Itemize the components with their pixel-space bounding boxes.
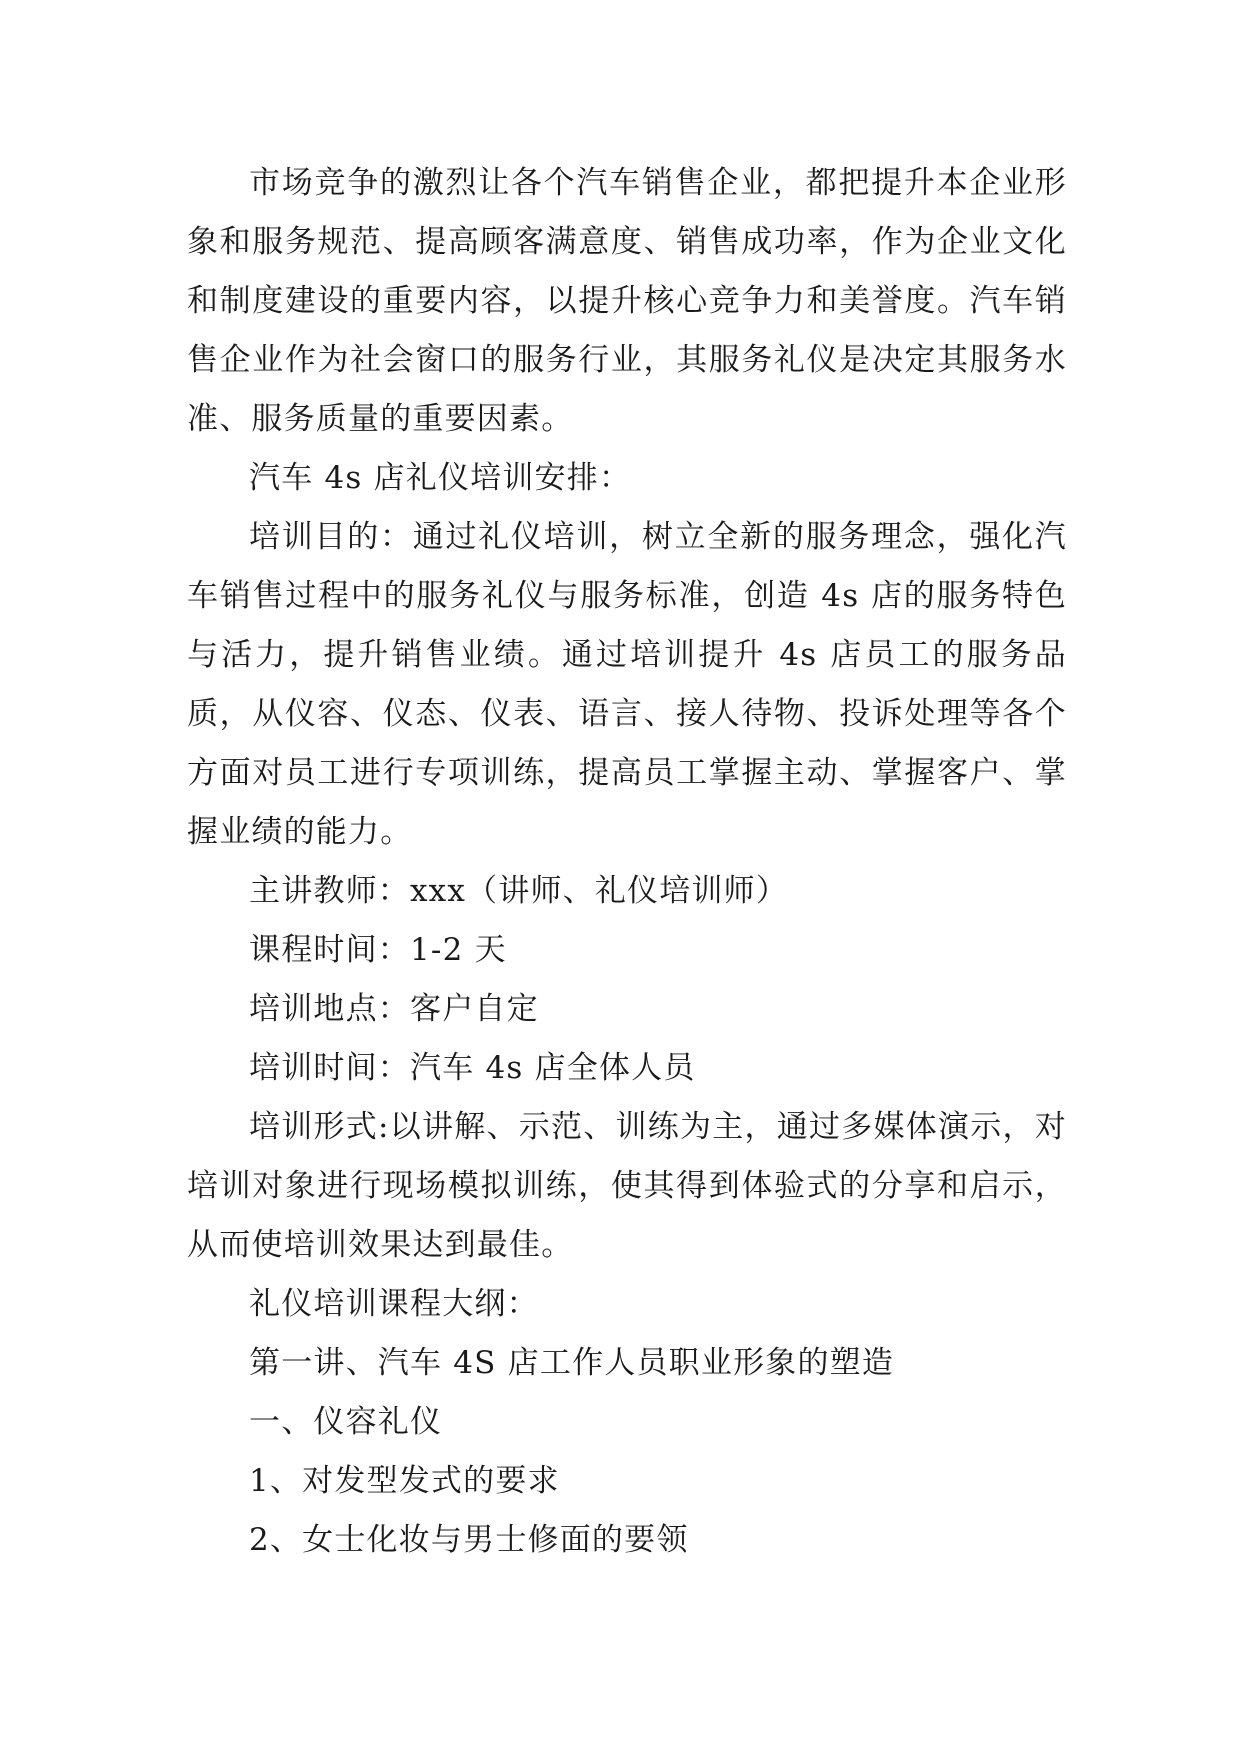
paragraph-section-one: 一、仪容礼仪	[249, 1404, 443, 1440]
paragraph-item-two: 2、女士化妆与男士修面的要领	[249, 1522, 689, 1558]
paragraph-course-duration: 课程时间：1-2 天	[249, 932, 507, 968]
paragraph-lecture-one: 第一讲、汽车 4S 店工作人员职业形象的塑造	[249, 1345, 895, 1381]
document-body	[187, 154, 1067, 1570]
paragraph-training-purpose: 培训目的：通过礼仪培训，树立全新的服务理念，强化汽车销售过程中的服务礼仪与服务标准，创造 4s 店的服务特色与活力，提升销售业绩。通过培训提升 4s 店员工的服务品质，从仪容、仪态、仪表、语言、接人待物、投诉处理等各个方面对员工进行专项训练，提高员工掌握主动、掌握客户、掌握业绩的能力。	[187, 519, 1067, 850]
paragraph-training-format: 培训形式:以讲解、示范、训练为主，通过多媒体演示，对培训对象进行现场模拟训练，使其得到体验式的分享和启示，从而使培训效果达到最佳。	[187, 1109, 1067, 1263]
paragraph-intro: 市场竞争的激烈让各个汽车销售企业，都把提升本企业形象和服务规范、提高顾客满意度、销售成功率，作为企业文化和制度建设的重要内容，以提升核心竞争力和美誉度。汽车销售企业作为社会窗口的服务行业，其服务礼仪是决定其服务水准、服务质量的重要因素。	[187, 165, 1067, 437]
paragraph-instructor: 主讲教师：xxx（讲师、礼仪培训师）	[249, 873, 789, 909]
paragraph-item-one: 1、对发型发式的要求	[249, 1463, 560, 1499]
paragraph-training-audience: 培训时间：汽车 4s 店全体人员	[249, 1050, 696, 1086]
paragraph-training-location: 培训地点：客户自定	[249, 991, 539, 1027]
paragraph-arrangement-heading: 汽车 4s 店礼仪培训安排：	[249, 460, 632, 496]
paragraph-outline-heading: 礼仪培训课程大纲：	[249, 1286, 539, 1322]
